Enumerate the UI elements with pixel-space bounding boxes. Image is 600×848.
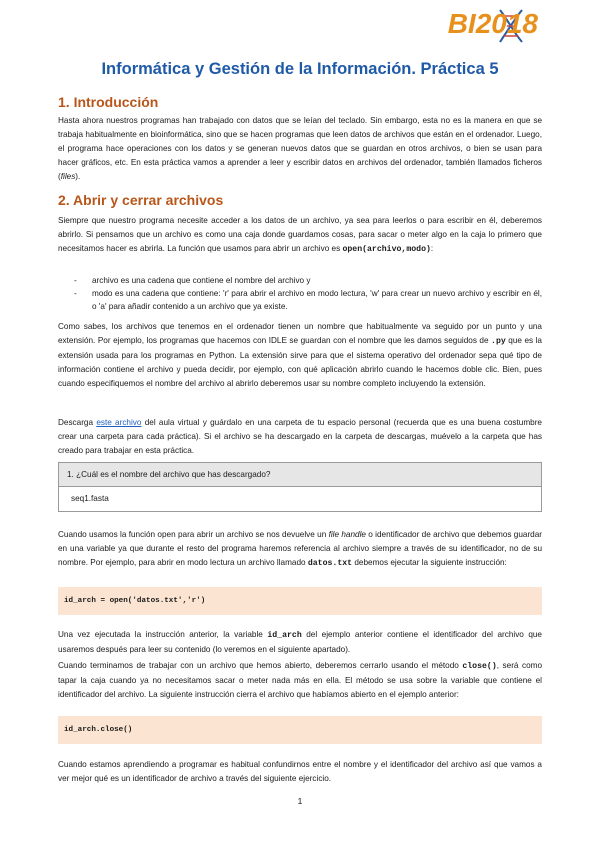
closing-paragraph: Cuando estamos aprendiendo a programar es habitual confundirnos entre el nombre y el identificador del archivo así que vamos a ver mejor qué es un identificador de archivo a través del siguiente ejercicio.: [58, 760, 542, 783]
open-paragraph: Siempre que nuestro programa necesite acceder a los datos de un archivo, ya sea para leerlos o para escribir en él, deberemos abrirlo. Si pensamos que un archivo es como una caja donde guardamos cosas, para sacar o meter algo en la caja lo primero que necesitamos hacer es abrirla. La función que usamos para abrir un archivo es open(archivo,modo):: [58, 216, 542, 254]
list-item: - modo es una cadena que contiene: 'r' para abrir el archivo en modo lectura, 'w' para crear un nuevo archivo y escribir en él, o 'a' para añadir contenido a un archivo que ya existe.: [74, 289, 542, 311]
bi2018-logo: [442, 6, 538, 46]
code-block-open: id_arch = open('datos.txt','r'): [58, 587, 542, 615]
download-paragraph: Descarga este archivo del aula virtual y guárdalo en una carpeta de tu espacio personal (recuerda que es una buena costumbre crear una carpeta para cada práctica). Si el archivo se ha descargado en la carpeta de descargas, muévelo a la carpeta que has creado para trabajar en esta práctica.: [58, 418, 542, 455]
variable-paragraph: Una vez ejecutada la instrucción anterior, la variable id_arch del ejemplo anterior contiene el identificador del archivo que usaremos después para leer su contenido (lo veremos en el siguiente apartado).: [58, 630, 542, 654]
extension-paragraph: Como sabes, los archivos que tenemos en el ordenador tienen un nombre que habitualmente va seguido por un punto y una extensión. Por ejemplo, los programas que hacemos con IDLE se guardan con el nombre que les damos seguidos de .py que es la extensión usada para los programas en Python. La extensión sirve para que el sistema operativo del ordenador sepa qué tipo de información contiene el archivo y pueda decidir, por ejemplo, con qué aplicación abrirlo cuando le hacemos doble clic. Bien, pues cuando especifiquemos el nombre del archivo al abrirlo deberemos usar su nombre completo incluyendo la extensión.: [58, 322, 542, 388]
section-heading-abrir-cerrar: 2. Abrir y cerrar archivos: [58, 192, 224, 208]
file-handle-paragraph: Cuando usamos la función open para abrir un archivo se nos devuelve un file handle o identificador de archivo que debemos guardar en una variable ya que durante el resto del programa haremos referencia al archivo siempre a través de su identificador, no de su nombre. Por ejemplo, para abrir en modo lectura un archivo llamado datos.txt debemos ejecutar la siguiente instrucción:: [58, 530, 543, 568]
page-number: 1: [297, 796, 303, 806]
section-heading-introduccion: 1. Introducción: [58, 94, 159, 110]
list-item: - archivo es una cadena que contiene el nombre del archivo y: [74, 276, 311, 285]
answer-text[interactable]: seq1.fasta: [71, 494, 109, 503]
open-args-list: [74, 274, 542, 313]
intro-paragraph: Hasta ahora nuestros programas han trabajado con datos que se leían del teclado. Sin embargo, esta no es la manera en que se trabaja habitualmente en bioinformática, sino que se hacen programas que leen datos de archivos que están en el ordenador. Luego, el programa hace operaciones con los datos y se generan nuevos datos que se guardan en otros archivos, o bien se usan para hacer gráficos, etc. En esta práctica vamos a aprender a leer y escribir datos en archivos del ordenador, también llamados ficheros (files).: [58, 116, 542, 181]
download-file-link[interactable]: este archivo: [96, 418, 142, 427]
code-block-close: id_arch.close(): [58, 716, 542, 744]
question-box: [58, 462, 542, 512]
logo-text: BI2018: [447, 8, 538, 39]
close-paragraph: Cuando terminamos de trabajar con un archivo que hemos abierto, deberemos cerrarlo usando el método close(), será como tapar la caja cuando ya no necesitamos sacar o meter nada más en ella. El método se usa sobre la variable que contiene el identificador del archivo. La siguiente instrucción cierra el archivo que habíamos abierto en el ejemplo anterior:: [58, 661, 542, 699]
page-title: Informática y Gestión de la Información. Práctica 5: [101, 60, 499, 78]
question-text: 1. ¿Cuál es el nombre del archivo que has descargado?: [59, 463, 541, 487]
